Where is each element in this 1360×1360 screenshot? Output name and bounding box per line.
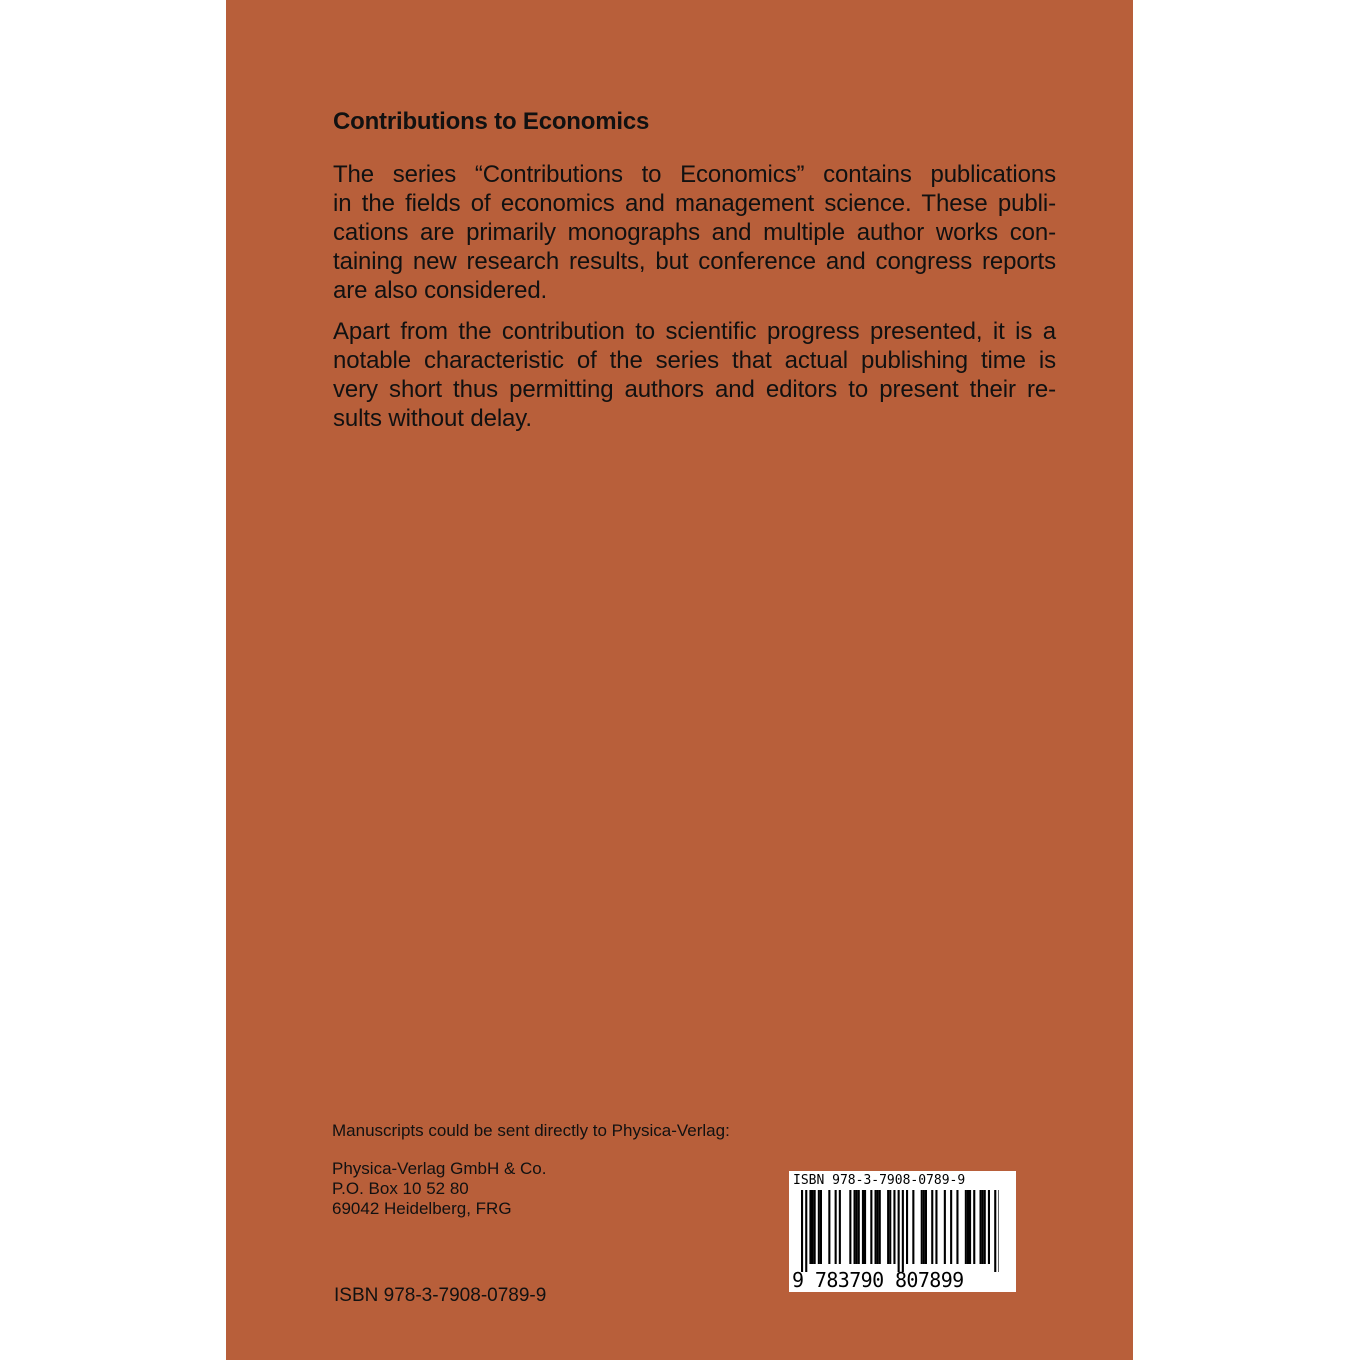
series-characteristic-paragraph — [333, 317, 1056, 433]
barcode-bar — [944, 1190, 946, 1264]
publisher-address — [332, 1159, 546, 1219]
paragraph-line: are also considered. — [333, 277, 548, 304]
barcode-bar — [923, 1190, 925, 1264]
paragraph-line: very short thus permitting authors and editors to present their re- — [333, 376, 1056, 403]
barcode-bar — [988, 1190, 990, 1264]
barcode-isbn-label: ISBN 978-3-7908-0789-9 — [793, 1173, 966, 1188]
barcode-bar — [921, 1190, 923, 1264]
back-cover — [226, 0, 1133, 1360]
barcode-bar — [828, 1190, 830, 1264]
barcode-bar — [950, 1190, 952, 1264]
barcode-bars — [799, 1190, 999, 1272]
paragraph-line: notable characteristic of the series that actual publishing time is — [333, 347, 1056, 374]
paragraph-line: sults without delay. — [333, 405, 532, 432]
barcode-bar — [887, 1190, 889, 1264]
barcode-bar — [889, 1190, 891, 1264]
publisher-name: Physica-Verlag GmbH & Co. — [332, 1159, 547, 1178]
barcode-guard-bar — [898, 1190, 900, 1272]
barcode-bar — [965, 1190, 967, 1264]
barcode-guard-bar — [994, 1190, 996, 1272]
barcode-bar — [835, 1190, 837, 1264]
barcode-bar — [849, 1190, 851, 1264]
barcode-bar — [982, 1190, 984, 1264]
barcode-bar — [973, 1190, 975, 1264]
barcode-bar — [875, 1190, 877, 1264]
barcode-bar — [870, 1190, 872, 1264]
barcode-bar — [877, 1190, 879, 1264]
barcode-bar — [858, 1190, 860, 1264]
barcode-bar — [984, 1190, 986, 1264]
barcode-bar — [818, 1190, 820, 1264]
barcode-bar — [925, 1190, 927, 1264]
barcode-guard-bar — [902, 1190, 904, 1272]
barcode-bar — [814, 1190, 816, 1264]
series-title: Contributions to Economics — [333, 108, 650, 135]
series-description-paragraph — [333, 160, 1056, 305]
isbn-number: ISBN 978-3-7908-0789-9 — [334, 1285, 547, 1306]
paragraph-line: The series “Contributions to Economics” contains publications — [333, 161, 1056, 188]
publisher-po-box: P.O. Box 10 52 80 — [332, 1179, 469, 1198]
barcode-bar — [935, 1190, 937, 1264]
barcode-bar — [931, 1190, 933, 1264]
barcode-bar — [980, 1190, 982, 1264]
barcode-bar — [893, 1190, 895, 1264]
barcode-bar — [879, 1190, 881, 1264]
barcode-bar — [812, 1190, 814, 1264]
barcode-guard-bar — [805, 1190, 807, 1272]
barcode-guard-bar — [801, 1190, 803, 1272]
barcode-bar — [820, 1190, 822, 1264]
publisher-city: 69042 Heidelberg, FRG — [332, 1199, 512, 1218]
barcode-bar — [912, 1190, 914, 1264]
barcode-bar — [839, 1190, 841, 1264]
paragraph-line: in the fields of economics and management science. These publi- — [333, 190, 1056, 217]
barcode-bar — [809, 1190, 811, 1264]
manuscripts-note: Manuscripts could be sent directly to Physica-Verlag: — [332, 1121, 730, 1140]
barcode-digits: 9 783790 807899 — [792, 1268, 964, 1292]
paragraph-line: cations are primarily monographs and multiple author works con- — [333, 219, 1056, 246]
barcode-bar — [862, 1190, 864, 1264]
barcode-bar — [967, 1190, 969, 1264]
barcode-bar — [906, 1190, 908, 1264]
barcode-bar — [864, 1190, 866, 1264]
barcode-bar — [854, 1190, 856, 1264]
paragraph-line: Apart from the contribution to scientific progress presented, it is a — [333, 318, 1056, 345]
barcode-bar — [969, 1190, 971, 1264]
barcode-bar — [856, 1190, 858, 1264]
isbn-barcode — [789, 1171, 1016, 1292]
barcode-bar — [956, 1190, 958, 1264]
barcode-guard-bar — [998, 1190, 999, 1272]
paragraph-line: taining new research results, but conference and congress reports — [333, 248, 1056, 275]
